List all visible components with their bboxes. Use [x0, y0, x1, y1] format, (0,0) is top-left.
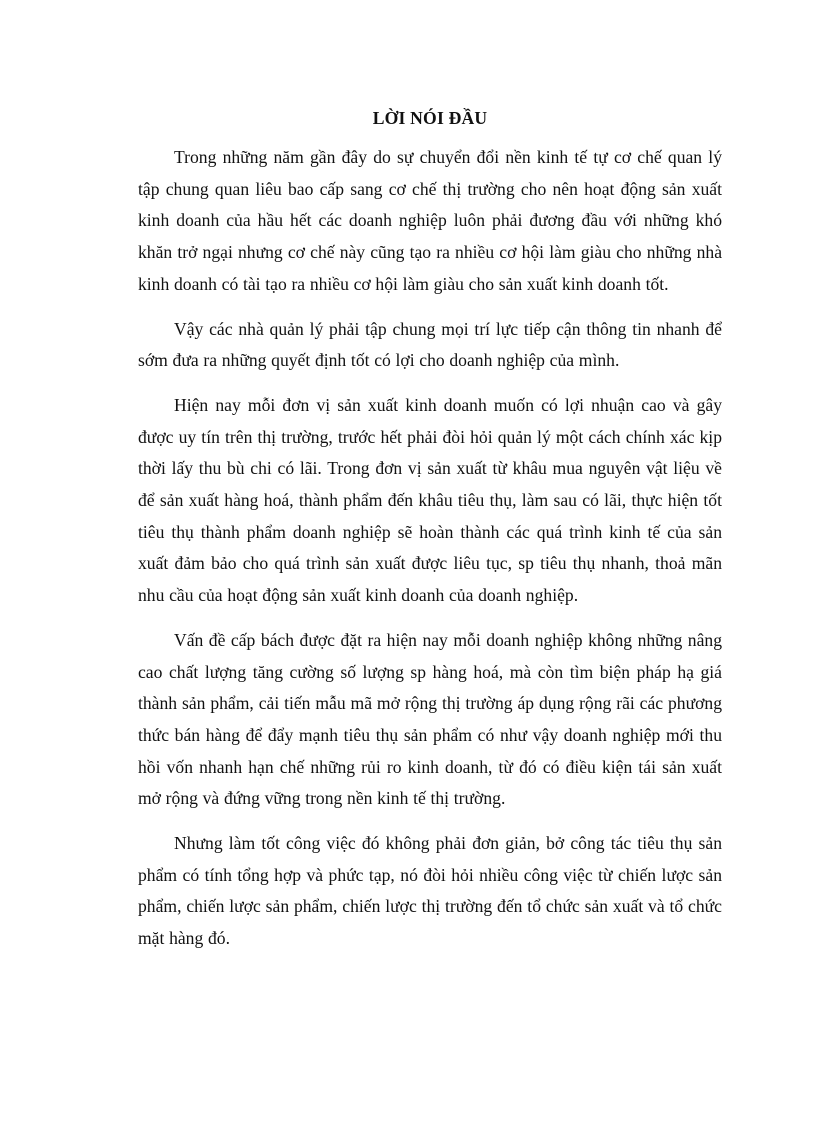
paragraph-5: Nhưng làm tốt công việc đó không phải đơn giản, bở công tác tiêu thụ sản phẩm có tính tổng hợp và phức tạp, nó đòi hỏi nhiều công việc từ chiến lược sản phẩm, chiến lược sản phẩm, chiến lược thị trường đến tổ chức sản xuất và tổ chức mặt hàng đó.: [138, 833, 722, 949]
paragraph-1: Trong những năm gần đây do sự chuyển đổi nền kinh tế tự cơ chế quan lý tập chung quan liêu bao cấp sang cơ chế thị trường cho nên hoạt động sản xuất kinh doanh của hầu hết các doanh nghiệp luôn phải đương đầu với những khó khăn trở ngại nhưng cơ chế này cũng tạo ra nhiều cơ hội làm giàu cho những nhà kinh doanh có tài tạo ra nhiều cơ hội làm giàu cho sản xuất kinh doanh tốt.: [138, 147, 722, 294]
paragraph-4: Vấn đề cấp bách được đặt ra hiện nay mỗi doanh nghiệp không những nâng cao chất lượng tăng cường số lượng sp hàng hoá, mà còn tìm biện pháp hạ giá thành sản phẩm, cải tiến mẫu mã mở rộng thị trường áp dụng rộng rãi các phương thức bán hàng để đẩy mạnh tiêu thụ sản phẩm có như vậy doanh nghiệp mới thu hồi vốn nhanh hạn chế những rủi ro kinh doanh, từ đó có điều kiện tái sản xuất mở rộng và đứng vững trong nền kinh tế thị trường.: [138, 629, 722, 809]
paragraph-2: Vậy các nhà quản lý phải tập chung mọi trí lực tiếp cận thông tin nhanh để sớm đưa ra những quyết định tốt có lợi cho doanh nghiệp của mình.: [138, 318, 722, 371]
paragraph-3: Hiện nay mỗi đơn vị sản xuất kinh doanh muốn có lợi nhuận cao và gây được uy tín trên thị trường, trước hết phải đòi hỏi quản lý một cách chính xác kịp thời lấy thu bù chi có lãi. Trong đơn vị sản xuất từ khâu mua nguyên vật liệu về để sản xuất hàng hoá, thành phẩm đến khâu tiêu thụ, làm sau có lãi, thực hiện tốt tiêu thụ thành phẩm doanh nghiệp sẽ hoàn thành các quá trình kinh tế của sản xuất đảm bảo cho quá trình sản xuất được liêu tục, sp tiêu thụ nhanh, thoả mãn nhu cầu của hoạt động sản xuất kinh doanh của doanh nghiệp.: [138, 394, 722, 606]
document-title: LỜI NÓI ĐẦU: [372, 108, 488, 128]
document-body: [138, 106, 722, 968]
